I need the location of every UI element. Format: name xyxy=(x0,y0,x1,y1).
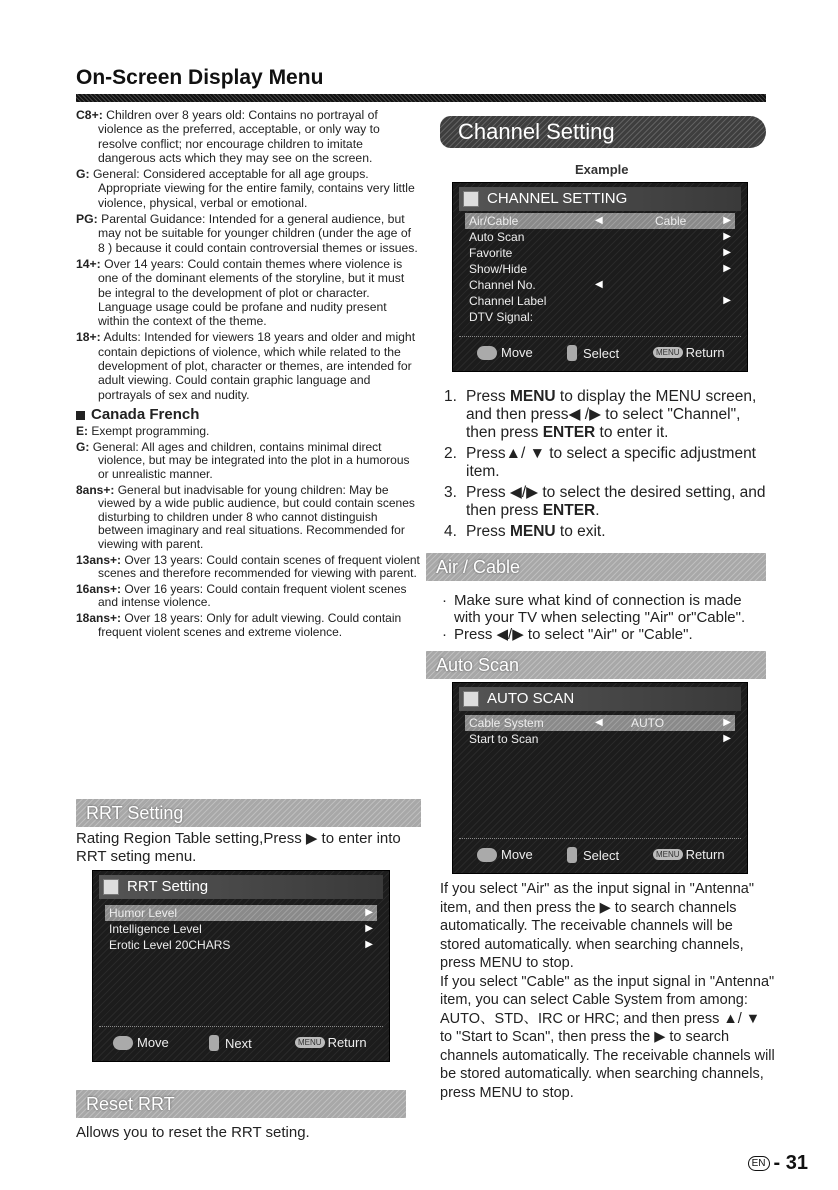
page-footer xyxy=(748,1152,808,1175)
menu-row[interactable] xyxy=(465,731,735,747)
auto-scan-screen-footer xyxy=(459,838,741,867)
menu-row-label: Channel No. xyxy=(469,278,536,292)
auto-scan-para-air: If you select "Air" as the input signal in "Antenna" item, and then press the ▶ to search channels automatically. The receivable channels will be stored automatically. when searching channels, press MENU to stop. xyxy=(440,881,754,971)
page-title: On-Screen Display Menu xyxy=(76,66,324,89)
menu-row[interactable] xyxy=(465,261,735,277)
channel-screen-footer xyxy=(459,336,741,365)
rating-text: Children over 8 years old: Contains no portrayal of violence as the preferred, acceptable, or only way to resolve conflict; nor encourage children to imitate dangerous acts which they may see on the screen. xyxy=(98,108,380,165)
step-number: 3. xyxy=(444,484,457,501)
step-text: to enter it. xyxy=(595,424,669,441)
auto-scan-screen-title: AUTO SCAN xyxy=(487,690,575,707)
reset-rrt-banner: Reset RRT xyxy=(76,1090,406,1118)
rating-text: General: All ages and children, contains minimal direct violence, but may be integrated into the plot in a humorous or unrealistic manner. xyxy=(92,439,410,482)
rating-text: Over 13 years: Could contain scenes of frequent violent scenes and therefore recommended for viewing with parent. xyxy=(98,552,420,581)
auto-scan-banner: Auto Scan xyxy=(426,651,766,679)
menu-row-label: Start to Scan xyxy=(469,732,539,746)
right-arrow-icon: ▶ xyxy=(365,907,373,918)
step-text: to exit. xyxy=(555,523,606,540)
rating-code: 16ans+: xyxy=(76,581,122,596)
channel-screen-header xyxy=(459,187,741,211)
bullet-text: Press ◀/▶ to select "Air" or "Cable". xyxy=(454,626,693,643)
step-number: 1. xyxy=(444,388,457,405)
move-icon xyxy=(113,1036,133,1050)
menu-key-icon: MENU xyxy=(295,1037,325,1048)
menu-row[interactable] xyxy=(465,245,735,261)
channel-screen-title: CHANNEL SETTING xyxy=(487,190,628,207)
menu-row[interactable] xyxy=(105,905,377,921)
rating-code: G: xyxy=(76,439,90,454)
rating-item xyxy=(76,212,421,255)
move-icon xyxy=(477,346,497,360)
right-arrow-icon: ▶ xyxy=(365,923,373,934)
rating-text: Parental Guidance: Intended for a general audience, but may not be suitable for younger children (under the age of 8 ) because it could contain controversial themes or issues. xyxy=(98,212,418,255)
rating-text: Over 14 years: Could contain themes where violence is one of the dominant elements of the storyline, but it must be integral to the development of plot or character. Language usage could be profane and nudity present within the context of the theme. xyxy=(98,256,405,329)
menu-row-label: Auto Scan xyxy=(469,230,525,244)
footer-move-label: Move xyxy=(501,345,533,360)
channel-setting-screen xyxy=(452,182,748,372)
language-badge: EN xyxy=(748,1156,770,1171)
step-text: Press xyxy=(466,523,510,540)
rating-item xyxy=(76,554,421,581)
menu-row-label: Favorite xyxy=(469,246,513,260)
bullet-dot-icon: · xyxy=(442,592,447,609)
air-cable-banner: Air / Cable xyxy=(426,553,766,581)
bullet-text: Make sure what kind of connection is made with your TV when selecting "Air" or"Cable". xyxy=(454,592,746,626)
rating-code: 18+: xyxy=(76,330,101,345)
menu-row-label: Erotic Level 20CHARS xyxy=(109,938,231,952)
menu-row-label: Air/Cable xyxy=(469,214,519,228)
rating-item xyxy=(76,612,421,639)
rating-code: PG: xyxy=(76,212,98,227)
menu-row[interactable] xyxy=(465,277,735,293)
step-text: ENTER xyxy=(542,424,596,441)
right-arrow-icon: ▶ xyxy=(723,717,731,728)
auto-scan-description xyxy=(440,880,776,1102)
rating-text: Over 16 years: Could contain frequent violent scenes and intense violence. xyxy=(98,581,407,610)
channel-steps xyxy=(440,388,770,544)
step-item xyxy=(440,388,770,442)
menu-row[interactable] xyxy=(465,293,735,309)
menu-row-value: Cable xyxy=(655,214,687,228)
reset-rrt-text: Allows you to reset the RRT seting. xyxy=(76,1124,310,1141)
rating-item xyxy=(76,425,421,439)
rating-item xyxy=(76,330,421,401)
rrt-screen-rows xyxy=(105,905,377,953)
menu-row-label: Intelligence Level xyxy=(109,922,202,936)
footer-next-label: Next xyxy=(225,1035,252,1051)
menu-row-label: DTV Signal: xyxy=(469,310,534,324)
step-text: . xyxy=(595,502,600,519)
step-text: Press▲/ ▼ to select a specific adjustment item. xyxy=(466,445,756,480)
auto-scan-screen-header xyxy=(459,687,741,711)
menu-key-icon: MENU xyxy=(653,347,683,358)
bullet-item xyxy=(440,592,770,626)
rating-text: General: Considered acceptable for all age groups. Appropriate viewing for the entire family, contains very little violence, physical, verbal or emotional. xyxy=(92,167,415,210)
step-item xyxy=(440,523,770,541)
menu-icon xyxy=(103,879,119,895)
step-text: to display the MENU screen, and then press◀ /▶ to select "Channel", then press xyxy=(466,388,757,441)
rating-item xyxy=(76,583,421,610)
step-number: 4. xyxy=(444,523,457,540)
rating-item xyxy=(76,441,421,482)
rating-text: General but inadvisable for young children: May be viewed by a wide public audience, but could contain scenes disturbing to children under 8 who cannot distinguish between imaginary and real situations. Recommended for viewing with parent. xyxy=(98,482,415,551)
step-text: Press ◀/▶ to select the desired setting, and then press xyxy=(466,484,766,519)
step-text: Press xyxy=(466,388,510,405)
channel-screen-rows xyxy=(465,213,735,325)
menu-row-label: Cable System xyxy=(469,716,544,730)
right-arrow-icon: ▶ xyxy=(723,215,731,226)
step-text: MENU xyxy=(509,523,556,540)
page-number: - 31 xyxy=(773,1152,808,1174)
left-arrow-icon: ◀ xyxy=(595,215,603,226)
canada-french-list xyxy=(76,425,421,639)
rating-item xyxy=(76,167,421,210)
canada-french-title: Canada French xyxy=(91,405,200,423)
rating-code: E: xyxy=(76,424,88,439)
rating-item xyxy=(76,108,421,165)
rating-code: 14+: xyxy=(76,256,101,271)
menu-row[interactable] xyxy=(105,921,377,937)
select-icon xyxy=(567,345,577,361)
rrt-screen-header xyxy=(99,875,383,899)
right-arrow-icon: ▶ xyxy=(723,733,731,744)
left-arrow-icon: ◀ xyxy=(595,717,603,728)
example-label: Example xyxy=(575,162,629,177)
right-arrow-icon: ▶ xyxy=(365,939,373,950)
left-column xyxy=(76,108,421,641)
left-arrow-icon: ◀ xyxy=(595,279,603,290)
channel-setting-banner: Channel Setting xyxy=(440,116,766,148)
rrt-setting-text: Rating Region Table setting,Press ▶ to enter into RRT seting menu. xyxy=(76,830,401,865)
rating-text: Adults: Intended for viewers 18 years and older and might contain depictions of violence, which while related to the development of plot, character or themes, are intended for adult viewing. Could contain graphic language and portrayals of sex and nudity. xyxy=(98,330,416,402)
menu-row[interactable] xyxy=(465,309,735,325)
rating-code: G: xyxy=(76,167,90,182)
menu-row[interactable] xyxy=(465,229,735,245)
title-rule xyxy=(76,94,766,102)
menu-row[interactable] xyxy=(105,937,377,953)
right-arrow-icon: ▶ xyxy=(723,295,731,306)
menu-icon xyxy=(463,691,479,707)
footer-return-label: Return xyxy=(327,1035,367,1050)
right-arrow-icon: ▶ xyxy=(723,231,731,242)
rrt-setting-screen xyxy=(92,870,390,1062)
rating-code: 8ans+: xyxy=(76,482,115,497)
menu-row-value: AUTO xyxy=(631,716,665,730)
auto-scan-screen xyxy=(452,682,748,874)
menu-icon xyxy=(463,191,479,207)
air-cable-bullets xyxy=(440,592,770,643)
ratings-list xyxy=(76,108,421,402)
menu-row[interactable] xyxy=(465,715,735,731)
menu-row-label: Channel Label xyxy=(469,294,547,308)
next-icon xyxy=(209,1035,219,1051)
auto-scan-screen-rows xyxy=(465,715,735,747)
menu-row-label: Show/Hide xyxy=(469,262,528,276)
right-arrow-icon: ▶ xyxy=(723,247,731,258)
rating-code: C8+: xyxy=(76,108,103,122)
rrt-setting-banner: RRT Setting xyxy=(76,799,421,827)
right-arrow-icon: ▶ xyxy=(723,263,731,274)
auto-scan-para-cable: If you select "Cable" as the input signal in "Antenna" item, you can select Cable System from among: AUTO、STD、IRC or HRC; and then press ▲/ ▼ to "Start to Scan", then press the ▶ to search channels automatically. The receivable channels will be stored automatically. when searching channels, press MENU to stop. xyxy=(440,973,775,1101)
square-bullet-icon xyxy=(76,411,85,420)
rating-item xyxy=(76,484,421,552)
footer-move-label: Move xyxy=(137,1035,169,1050)
menu-row-label: Humor Level xyxy=(109,906,178,920)
bullet-dot-icon: · xyxy=(442,626,447,643)
rating-code: 18ans+: xyxy=(76,610,122,625)
footer-return-label: Return xyxy=(685,345,725,360)
step-text: ENTER xyxy=(542,502,596,519)
bullet-item xyxy=(440,626,770,643)
footer-select-label: Select xyxy=(583,345,620,361)
step-text: MENU xyxy=(509,388,556,405)
footer-select-label: Select xyxy=(583,847,620,863)
menu-row[interactable] xyxy=(465,213,735,229)
footer-move-label: Move xyxy=(501,847,533,862)
rrt-screen-title: RRT Setting xyxy=(127,878,209,895)
footer-return-label: Return xyxy=(685,847,725,862)
step-item xyxy=(440,445,770,481)
select-icon xyxy=(567,847,577,863)
canada-french-heading xyxy=(76,405,421,423)
rating-text: Over 18 years: Only for adult viewing. Could contain frequent violent scenes and extreme violence. xyxy=(98,610,402,639)
rating-text: Exempt programming. xyxy=(91,424,210,439)
step-number: 2. xyxy=(444,445,457,462)
move-icon xyxy=(477,848,497,862)
step-item xyxy=(440,484,770,520)
rating-code: 13ans+: xyxy=(76,552,122,567)
rating-item xyxy=(76,257,421,328)
menu-key-icon: MENU xyxy=(653,849,683,860)
rrt-screen-footer xyxy=(99,1026,383,1055)
